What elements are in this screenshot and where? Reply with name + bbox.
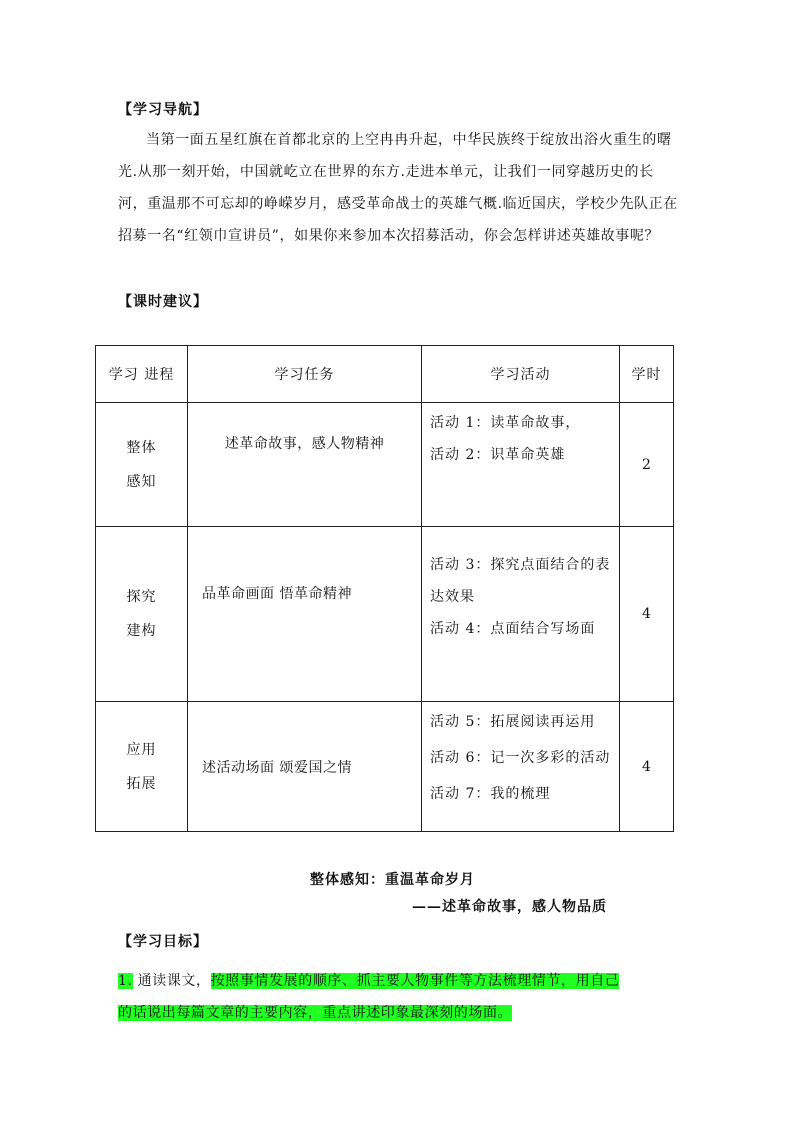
hours-cell: 4	[620, 702, 674, 832]
study-navigation-paragraph	[118, 124, 678, 252]
table-row	[96, 702, 674, 832]
task-cell: 述活动场面 颂爱国之情	[188, 702, 422, 832]
activity-line: 活动 5：拓展阅读再运用	[430, 714, 596, 730]
activity-cell	[422, 702, 620, 832]
hours-cell: 4	[620, 527, 674, 702]
stage-cell	[96, 702, 188, 832]
stage-line: 建构	[126, 623, 157, 639]
task-cell: 品革命画面 悟革命精神	[188, 527, 422, 702]
goal-text-part: 通读课文，	[137, 973, 211, 989]
schedule-heading: 【课时建议】	[118, 294, 208, 310]
intro-text: 当第一面五星红旗在首都北京的上空冉冉升起，中华民族终于绽放出浴火重生的曙光.从那一刻开始，中国就屹立在世界的东方.走进本单元，让我们一同穿越历史的长河，重温那不可忘却的峥嵘岁月，感受革命战士的英雄气概.临近国庆，学校少先队正在招募一名“红领巾宣讲员”，如果你来参加本次招募活动，你会怎样讲述英雄故事呢？	[118, 132, 678, 244]
stage-cell	[96, 403, 188, 527]
header-stage: 学习 进程	[96, 346, 188, 403]
activity-line: 活动 3：探究点面结合的表	[430, 557, 611, 573]
activity-line: 活动 6：记一次多彩的活动	[430, 750, 611, 766]
unit-title: 整体感知：重温革命岁月	[310, 872, 475, 888]
activity-line: 活动 4：点面结合写场面	[430, 621, 596, 637]
activity-line: 活动 2：识革命英雄	[430, 447, 566, 463]
lesson-schedule-table	[95, 345, 674, 832]
header-hours: 学时	[620, 346, 674, 403]
unit-subtitle: ——述革命故事，感人物品质	[412, 899, 607, 915]
activity-line: 活动 7：我的梳理	[430, 786, 551, 802]
goal-highlighted-text: 按照事情发展的顺序、抓主要人物事件等方法梳理情节，用自己	[210, 973, 620, 989]
stage-line: 感知	[126, 473, 157, 490]
learning-goal-1	[118, 965, 678, 1029]
header-task: 学习任务	[188, 346, 422, 403]
task-cell: 述革命故事，感人物精神	[188, 403, 422, 527]
goals-heading: 【学习目标】	[118, 934, 208, 950]
table-header-row	[96, 346, 674, 403]
goal-number: 1.	[118, 973, 133, 989]
table-row	[96, 527, 674, 702]
stage-line: 应用	[126, 741, 157, 758]
activity-line: 活动 1：读革命故事，	[430, 415, 581, 431]
hours-cell: 2	[620, 403, 674, 527]
header-activity: 学习活动	[422, 346, 620, 403]
activity-line: 达效果	[430, 589, 475, 605]
stage-line: 整体	[126, 439, 157, 456]
activity-cell	[422, 527, 620, 702]
stage-line: 探究	[126, 589, 157, 605]
stage-line: 拓展	[126, 775, 157, 792]
study-navigation-heading: 【学习导航】	[118, 102, 208, 118]
stage-cell	[96, 527, 188, 702]
goal-highlighted-text: 的话说出每篇文章的主要内容，重点讲述印象最深刻的场面。	[118, 1005, 513, 1021]
activity-cell	[422, 403, 620, 527]
table-row	[96, 403, 674, 527]
